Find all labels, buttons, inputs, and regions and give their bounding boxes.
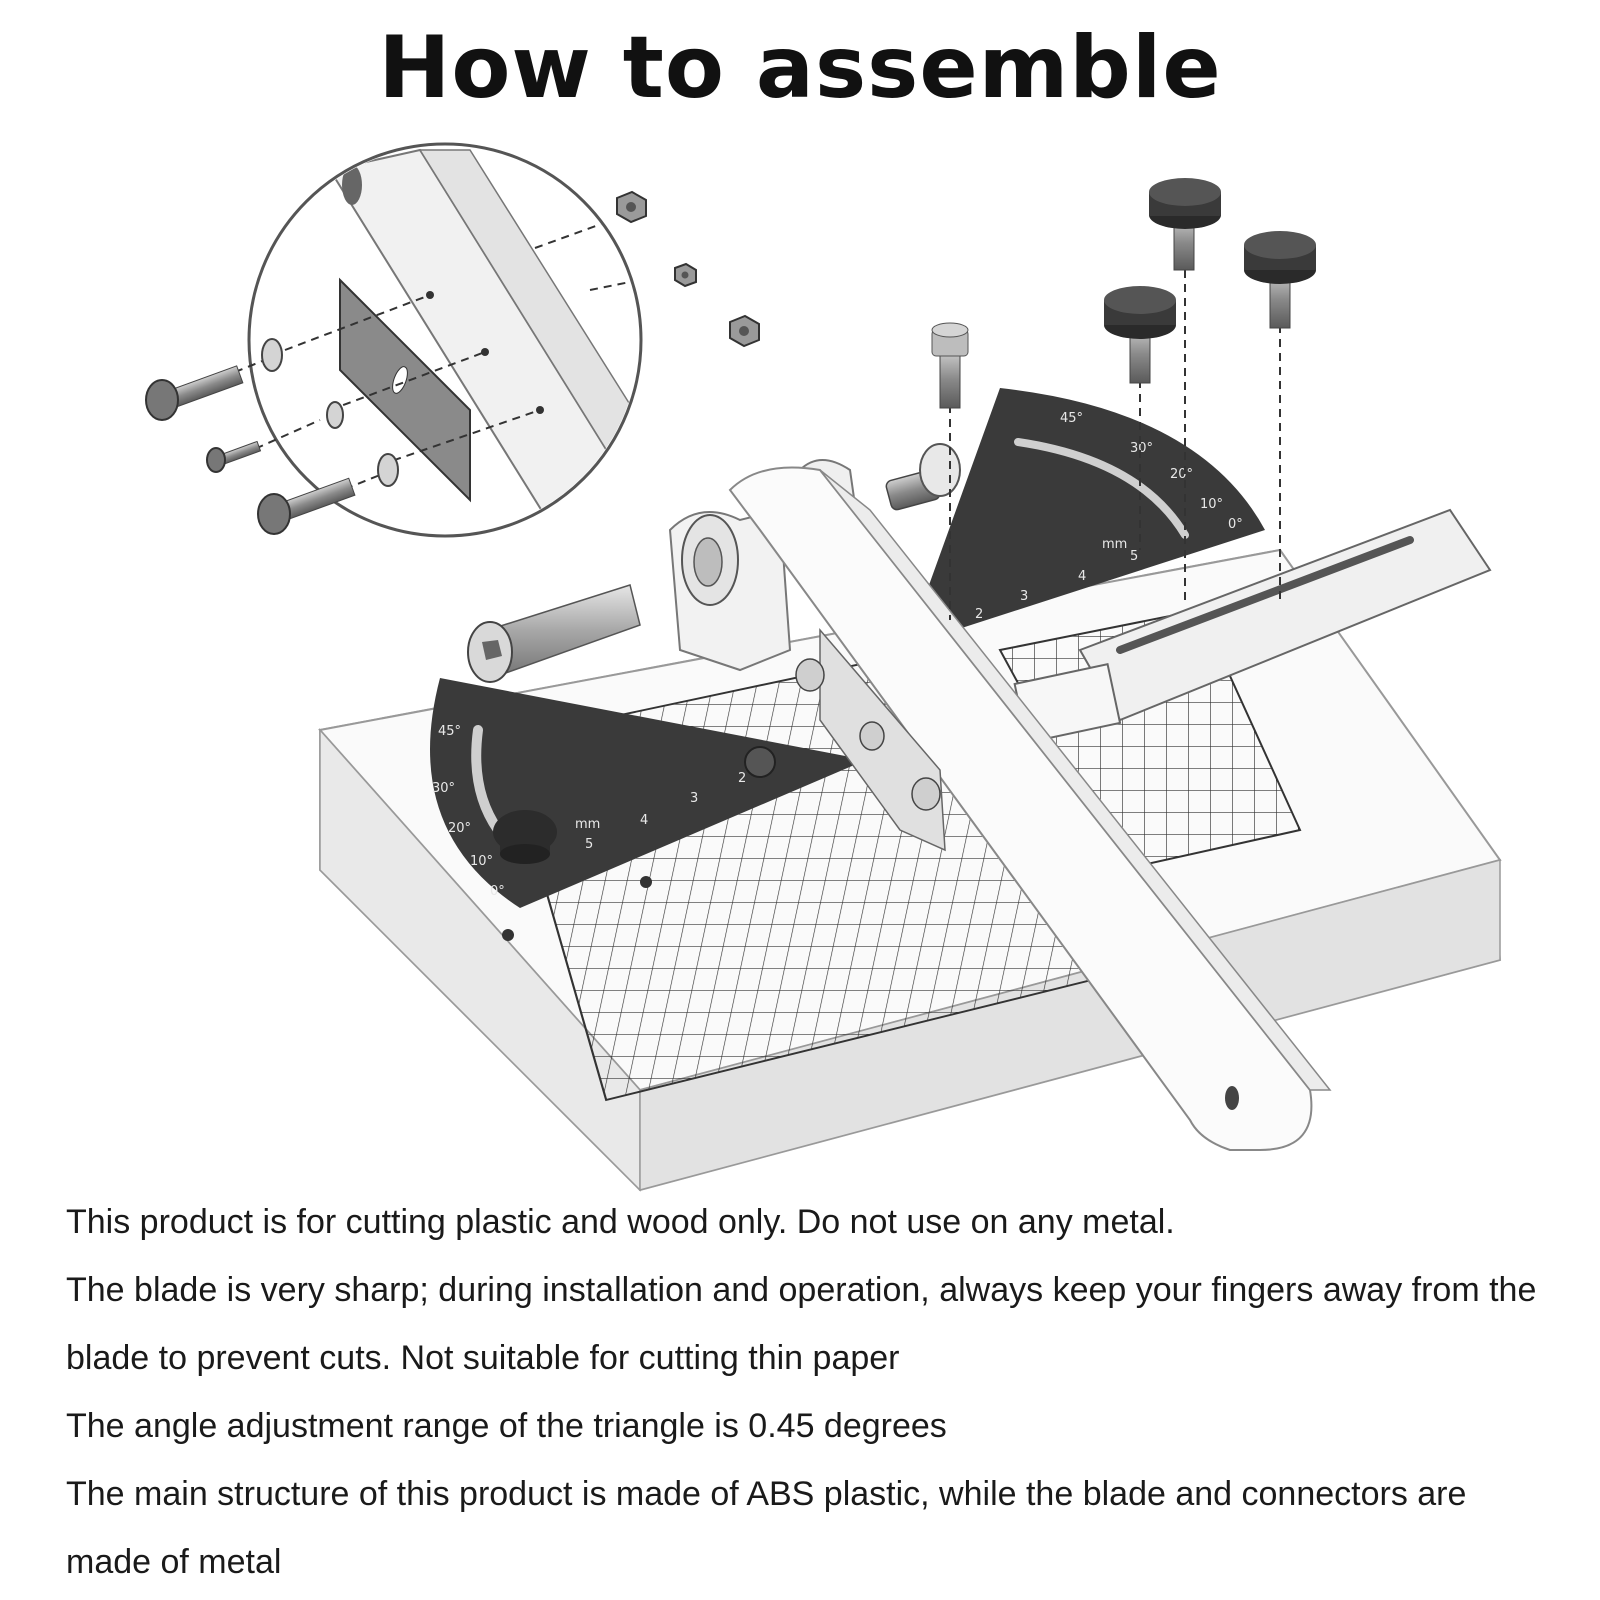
front-ruler-label-3: 3 — [690, 791, 699, 806]
back-angle-label-30: 30° — [1130, 441, 1154, 456]
small-bolt — [207, 441, 261, 472]
back-angle-label-45: 45° — [1060, 411, 1084, 426]
back-ruler-unit: mm — [1102, 537, 1128, 552]
notes-section — [66, 1188, 1566, 1596]
back-ruler-label-5: 5 — [1130, 549, 1139, 564]
assembly-diagram — [0, 130, 1600, 1200]
hex-nut — [675, 264, 696, 286]
back-angle-label-10: 10° — [1200, 497, 1224, 512]
front-ruler-label-5: 5 — [585, 837, 594, 852]
blade-detail-circle — [146, 144, 759, 540]
note-angle-range: The angle adjustment range of the triangle is 0.45 degrees — [66, 1407, 947, 1445]
thumb-screw — [1104, 286, 1176, 383]
hex-nut — [730, 316, 759, 346]
front-ruler-unit: mm — [575, 817, 601, 832]
pivot-pin — [468, 585, 640, 682]
back-angle-label-0: 0° — [1228, 517, 1243, 532]
rear-bolt — [885, 444, 960, 511]
note-blade-sharp-cont: blade to prevent cuts. Not suitable for cutting thin paper — [66, 1339, 900, 1377]
back-angle-label-20: 20° — [1170, 467, 1194, 482]
front-angle-label-10: 10° — [470, 854, 494, 869]
front-angle-label-0: 0° — [490, 884, 505, 899]
hex-nut — [617, 192, 646, 222]
front-angle-label-30: 30° — [432, 781, 456, 796]
socket-cap-screw — [932, 323, 968, 408]
front-ruler-label-2: 2 — [738, 771, 747, 786]
thumb-screw — [1149, 178, 1221, 270]
thumb-screw — [1244, 231, 1316, 328]
note-material-warning: This product is for cutting plastic and wood only. Do not use on any metal. — [66, 1203, 1175, 1241]
page-title: How to assemble — [378, 18, 1222, 118]
note-materials-cont: made of metal — [66, 1543, 282, 1581]
hex-bolt — [146, 366, 243, 420]
back-ruler-label-2: 2 — [975, 607, 984, 622]
front-angle-label-20: 20° — [448, 821, 472, 836]
back-ruler-label-4: 4 — [1078, 569, 1087, 584]
note-blade-sharp: The blade is very sharp; during installation and operation, always keep your fingers away from the — [66, 1271, 1537, 1309]
front-angle-label-45: 45° — [438, 724, 462, 739]
base-hole — [502, 929, 514, 941]
front-ruler-label-4: 4 — [640, 813, 649, 828]
base-hole — [640, 876, 652, 888]
note-materials: The main structure of this product is made of ABS plastic, while the blade and connectors are — [66, 1475, 1467, 1513]
back-ruler-label-3: 3 — [1020, 589, 1029, 604]
